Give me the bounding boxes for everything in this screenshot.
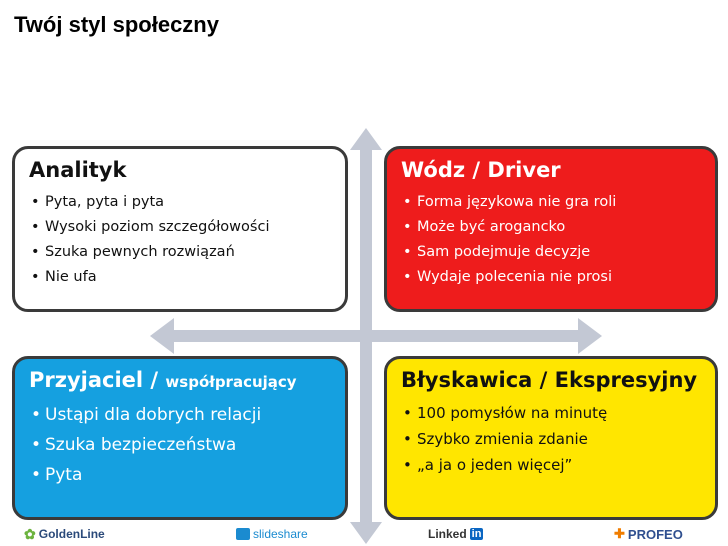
quadrant-title-suffix: współpracujący bbox=[165, 373, 297, 391]
bullet-list bbox=[29, 400, 333, 490]
bullet-list bbox=[401, 190, 703, 290]
bullet-item: • Nie ufa bbox=[29, 265, 333, 290]
quadrant-title: Analityk bbox=[29, 158, 127, 182]
bullet-item: • Może być arogancko bbox=[401, 215, 703, 240]
bullet-item: • Wysoki poziom szczegółowości bbox=[29, 215, 333, 240]
bullet-item: • Wydaje polecenia nie prosi bbox=[401, 265, 703, 290]
bullet-item: • Pyta, pyta i pyta bbox=[29, 190, 333, 215]
bullet-list bbox=[29, 190, 333, 290]
slideshare-logo[interactable]: slideshare bbox=[236, 524, 308, 544]
profeo-logo[interactable]: ✚ PROFEO bbox=[614, 526, 683, 542]
quadrant-title: Wódz / Driver bbox=[401, 158, 561, 182]
bullet-item: • Forma językowa nie gra roli bbox=[401, 190, 703, 215]
slideshare-mark-icon bbox=[236, 528, 250, 540]
quadrant-title: Błyskawica / Ekspresyjny bbox=[401, 368, 698, 392]
quadrant-ekspresyjny bbox=[384, 356, 718, 520]
quadrant-title: Przyjaciel / współpracujący bbox=[29, 368, 297, 392]
profeo-mark-icon: ✚ bbox=[614, 526, 625, 541]
goldenline-logo[interactable]: ✿ GoldenLine bbox=[24, 525, 105, 542]
bullet-item: • „a ja o jeden więcej” bbox=[401, 452, 703, 478]
quadrant-przyjaciel bbox=[12, 356, 348, 520]
quadrant-analityk bbox=[12, 146, 348, 312]
bullet-item: • Pyta bbox=[29, 460, 333, 490]
bullet-item: • 100 pomysłów na minutę bbox=[401, 400, 703, 426]
bullet-list bbox=[401, 400, 703, 478]
bullet-item: • Szybko zmienia zdanie bbox=[401, 426, 703, 452]
slide-title: Twój styl społeczny bbox=[14, 12, 219, 37]
bullet-item: • Szuka bezpieczeństwa bbox=[29, 430, 333, 460]
horizontal-arrow bbox=[150, 318, 602, 354]
bullet-item: • Ustąpi dla dobrych relacji bbox=[29, 400, 333, 430]
goldenline-mark-icon: ✿ bbox=[24, 525, 36, 542]
bullet-item: • Szuka pewnych rozwiązań bbox=[29, 240, 333, 265]
quadrant-driver bbox=[384, 146, 718, 312]
bullet-item: • Sam podejmuje decyzje bbox=[401, 240, 703, 265]
linkedin-logo[interactable]: Linked in bbox=[428, 527, 482, 541]
linkedin-in-icon: in bbox=[471, 528, 482, 540]
